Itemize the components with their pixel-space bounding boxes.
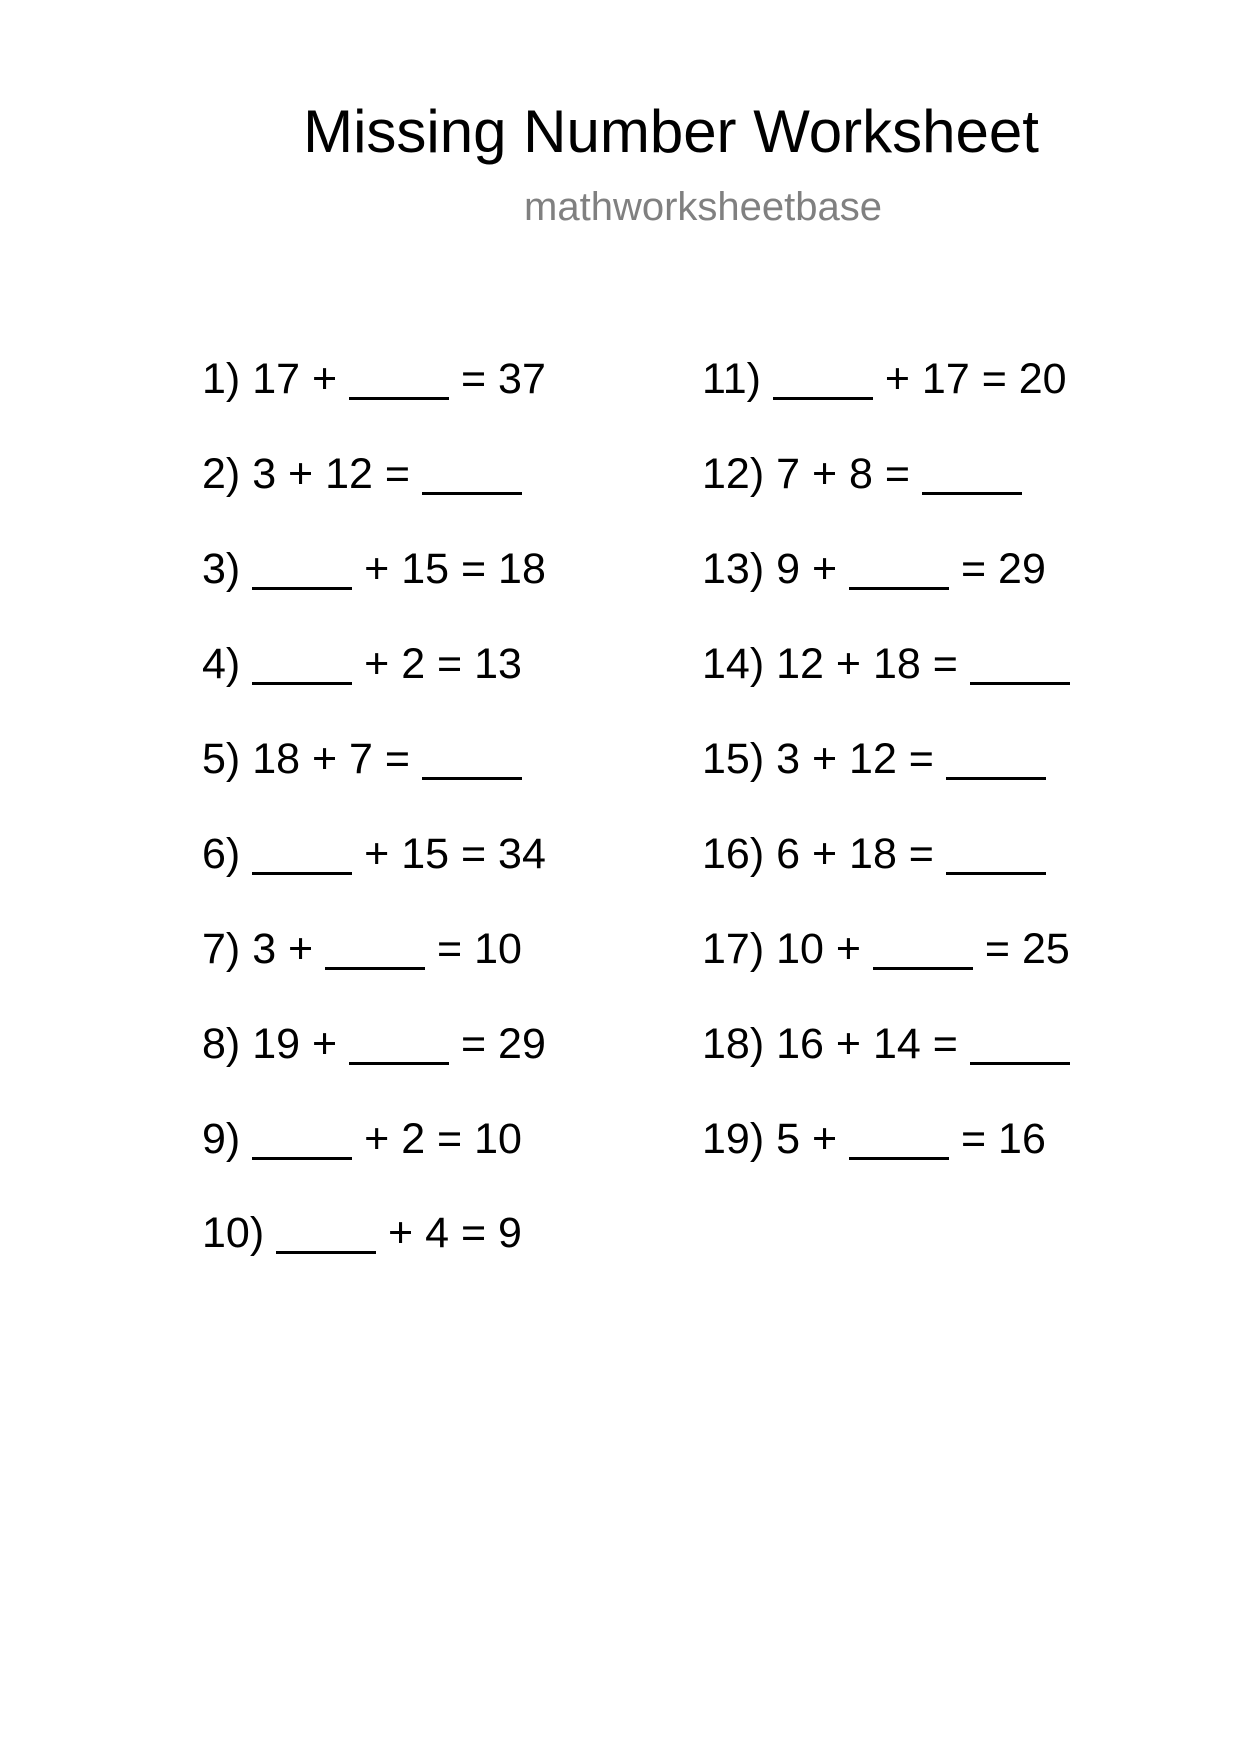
problem-before: 19 + (252, 1020, 350, 1068)
worksheet-title: Missing Number Worksheet (303, 98, 1039, 165)
problem-before: 10 + (776, 925, 873, 973)
problem-3 (202, 544, 546, 594)
problem-before: 9 + (776, 545, 850, 593)
problem-label: 1) (202, 355, 241, 403)
answer-blank[interactable] (252, 551, 352, 590)
problem-19 (702, 1114, 1046, 1164)
problem-before: 18 + 7 = (252, 735, 422, 783)
problem-label: 3) (202, 545, 241, 593)
answer-blank[interactable] (849, 551, 949, 590)
problem-10 (202, 1208, 522, 1258)
problem-2 (202, 449, 522, 499)
answer-blank[interactable] (849, 1121, 949, 1160)
answer-blank[interactable] (349, 361, 449, 400)
problem-before: 3 + (252, 925, 326, 973)
problem-label: 18) (702, 1020, 765, 1068)
answer-blank[interactable] (325, 931, 425, 970)
problem-label: 10) (202, 1209, 265, 1257)
problem-15 (702, 734, 1046, 784)
problem-before: 3 + 12 = (252, 450, 422, 498)
problem-before: 6 + 18 = (776, 830, 946, 878)
problem-after: = 25 (972, 925, 1070, 973)
problem-after: + 15 = 34 (352, 830, 546, 878)
worksheet-subtitle: mathworksheetbase (524, 185, 882, 229)
problem-label: 2) (202, 450, 241, 498)
problem-label: 8) (202, 1020, 241, 1068)
answer-blank[interactable] (276, 1215, 376, 1254)
problem-after: + 2 = 13 (352, 640, 522, 688)
problem-after: = 16 (949, 1115, 1046, 1163)
problem-label: 11) (702, 355, 761, 403)
problem-before: 7 + 8 = (776, 450, 922, 498)
problem-4 (202, 639, 522, 689)
answer-blank[interactable] (922, 456, 1022, 495)
problem-label: 9) (202, 1115, 241, 1163)
problem-13 (702, 544, 1046, 594)
problem-label: 7) (202, 925, 241, 973)
answer-blank[interactable] (422, 741, 522, 780)
problem-label: 15) (702, 735, 765, 783)
problem-label: 13) (702, 545, 765, 593)
problem-5 (202, 734, 522, 784)
problem-label: 19) (702, 1115, 765, 1163)
problem-label: 16) (702, 830, 765, 878)
problem-label: 17) (702, 925, 765, 973)
problem-after: = 29 (449, 1020, 546, 1068)
problem-label: 14) (702, 640, 765, 688)
answer-blank[interactable] (349, 1026, 449, 1065)
answer-blank[interactable] (422, 456, 522, 495)
problem-12 (702, 449, 1022, 499)
problem-label: 5) (202, 735, 241, 783)
problem-label: 12) (702, 450, 765, 498)
answer-blank[interactable] (970, 1026, 1070, 1065)
answer-blank[interactable] (970, 646, 1070, 685)
answer-blank[interactable] (252, 1121, 352, 1160)
problem-6 (202, 829, 546, 879)
problem-after: + 4 = 9 (376, 1209, 522, 1257)
answer-blank[interactable] (252, 646, 352, 685)
problem-16 (702, 829, 1046, 879)
answer-blank[interactable] (873, 931, 973, 970)
problem-18 (702, 1019, 1070, 1069)
problem-after: = 10 (425, 925, 522, 973)
problem-label: 6) (202, 830, 241, 878)
problem-8 (202, 1019, 546, 1069)
problem-11 (702, 354, 1067, 404)
problem-before: 12 + 18 = (776, 640, 970, 688)
problem-1 (202, 354, 546, 404)
answer-blank[interactable] (946, 836, 1046, 875)
problem-after: + 17 = 20 (872, 355, 1067, 403)
problem-17 (702, 924, 1070, 974)
problem-before: 5 + (776, 1115, 850, 1163)
problem-9 (202, 1114, 522, 1164)
problem-14 (702, 639, 1070, 689)
problem-after: + 15 = 18 (352, 545, 546, 593)
problem-after: = 37 (449, 355, 546, 403)
problem-before: 16 + 14 = (776, 1020, 970, 1068)
problem-after: = 29 (949, 545, 1046, 593)
problem-before: 17 + (252, 355, 350, 403)
problem-after: + 2 = 10 (352, 1115, 522, 1163)
answer-blank[interactable] (946, 741, 1046, 780)
problem-7 (202, 924, 522, 974)
problem-before: 3 + 12 = (776, 735, 946, 783)
answer-blank[interactable] (252, 836, 352, 875)
problem-label: 4) (202, 640, 241, 688)
answer-blank[interactable] (773, 361, 873, 400)
